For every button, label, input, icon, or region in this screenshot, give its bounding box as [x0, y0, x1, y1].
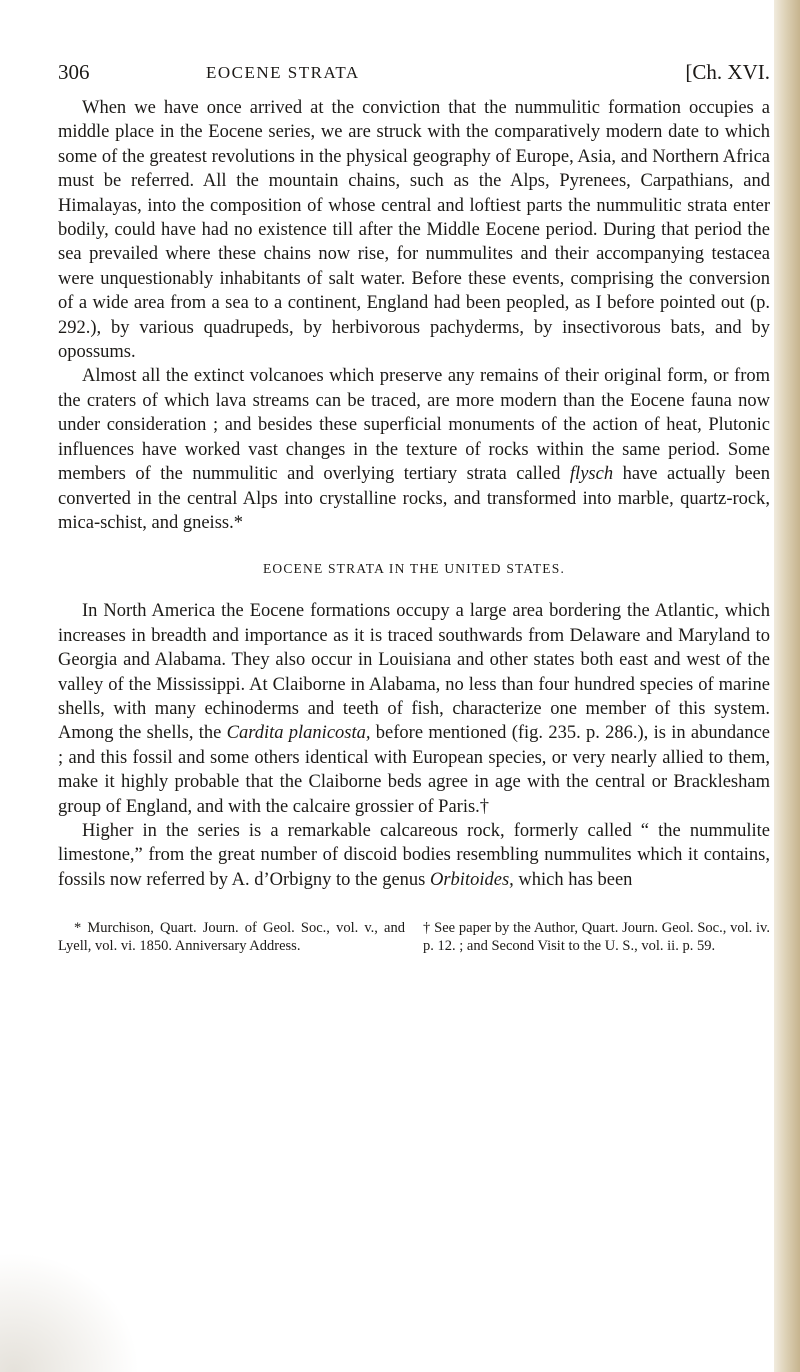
page-edge-shadow — [774, 0, 800, 1372]
paragraph-2-text-b: have actually been converted in the central Alps into crystalline rocks, and transformed into marble, quartz-rock, mica-schist, and gneiss.* — [58, 464, 770, 533]
body-text — [58, 96, 770, 892]
paragraph-3 — [58, 599, 770, 819]
page-number: 306 — [58, 60, 90, 84]
section-heading: EOCENE STRATA IN THE UNITED STATES. — [262, 561, 566, 577]
paragraph-1: When we have once arrived at the conviction that the nummulitic formation occupies a middle place in the Eocene series, we are struck with the comparatively modern date to which some of the greatest revolutions in the physical geography of Europe, Asia, and Northern Africa must be referred. All the mountain chains, such as the Alps, Pyrenees, Carpathians, and Himalayas, into the composition of whose central and loftiest parts the nummulitic strata enter bodily, could have had no existence till after the Middle Eocene period. During that period the sea prevailed where these chains now rise, for nummulites and their accompanying testacea were unquestionably inhabitants of salt water. Before these events, comprising the conversion of a wide area from a sea to a continent, England had been peopled, as I before pointed out (p. 292.), by various quadrupeds, by herbivorous pachyderms, by insectivorous bats, and by opossums. — [58, 98, 770, 363]
paragraph-4 — [58, 819, 770, 892]
page-corner-shadow — [0, 1252, 140, 1372]
chapter-reference: [Ch. XVI. — [685, 60, 770, 84]
book-page — [58, 58, 770, 955]
running-head — [58, 58, 770, 90]
running-title: EOCENE STRATA — [206, 63, 360, 82]
footnote-author-paper: † See paper by the Author, Quart. Journ. Geol. Soc., vol. iv. p. 12. ; and Second Visit to the U. S., vol. ii. p. 59. — [423, 920, 770, 954]
paragraph-2-italic: flysch — [569, 464, 614, 485]
footnote-murchison: * Murchison, Quart. Journ. of Geol. Soc., vol. v., and Lyell, vol. vi. 1850. Anniversary Address. — [58, 920, 405, 954]
paragraph-2 — [58, 364, 770, 535]
footnotes — [58, 920, 770, 955]
paragraph-4-text-a: Higher in the series is a remarkable calcareous rock, formerly called “ the nummulite limestone,” from the great number of discoid bodies resembling nummulites which it contains, fossils now referred by A. d’Orbigny to the genus — [58, 820, 770, 890]
paragraph-3-italic: Cardita planicosta, — [226, 723, 371, 744]
paragraph-3-text-a: In North America the Eocene formations occupy a large area bordering the Atlantic, which increases in breadth and importance as it is traced southwards from Delaware and Maryland to Georgia and Alabama. They also occur in Louisiana and other states both east and west of the valley of the Mississippi. At Claiborne in Alabama, no less than four hundred species of marine shells, with many echinoderms and teeth of fish, characterize one member of this system. Among the shells, the — [58, 601, 770, 744]
paragraph-3-text-b: before mentioned (fig. 235. p. 286.), is in abundance ; and this fossil and some others identical with European species, or very nearly allied to them, make it highly probable that the Claiborne beds agree in age with the central or Bracklesham group of England, and with the calcaire grossier of Paris.† — [58, 723, 770, 817]
paragraph-2-text-a: Almost all the extinct volcanoes which preserve any remains of their original form, or from the craters of which lava streams can be traced, are more modern than the Eocene fauna now under consideration ; and besides these superficial monuments of the action of heat, Plutonic influences have worked vast changes in the texture of rocks within the same period. Some members of the nummulitic and overlying tertiary strata called — [58, 366, 770, 485]
paragraph-4-italic: Orbitoides, — [430, 869, 514, 890]
paragraph-4-text-b: which has been — [513, 869, 633, 890]
